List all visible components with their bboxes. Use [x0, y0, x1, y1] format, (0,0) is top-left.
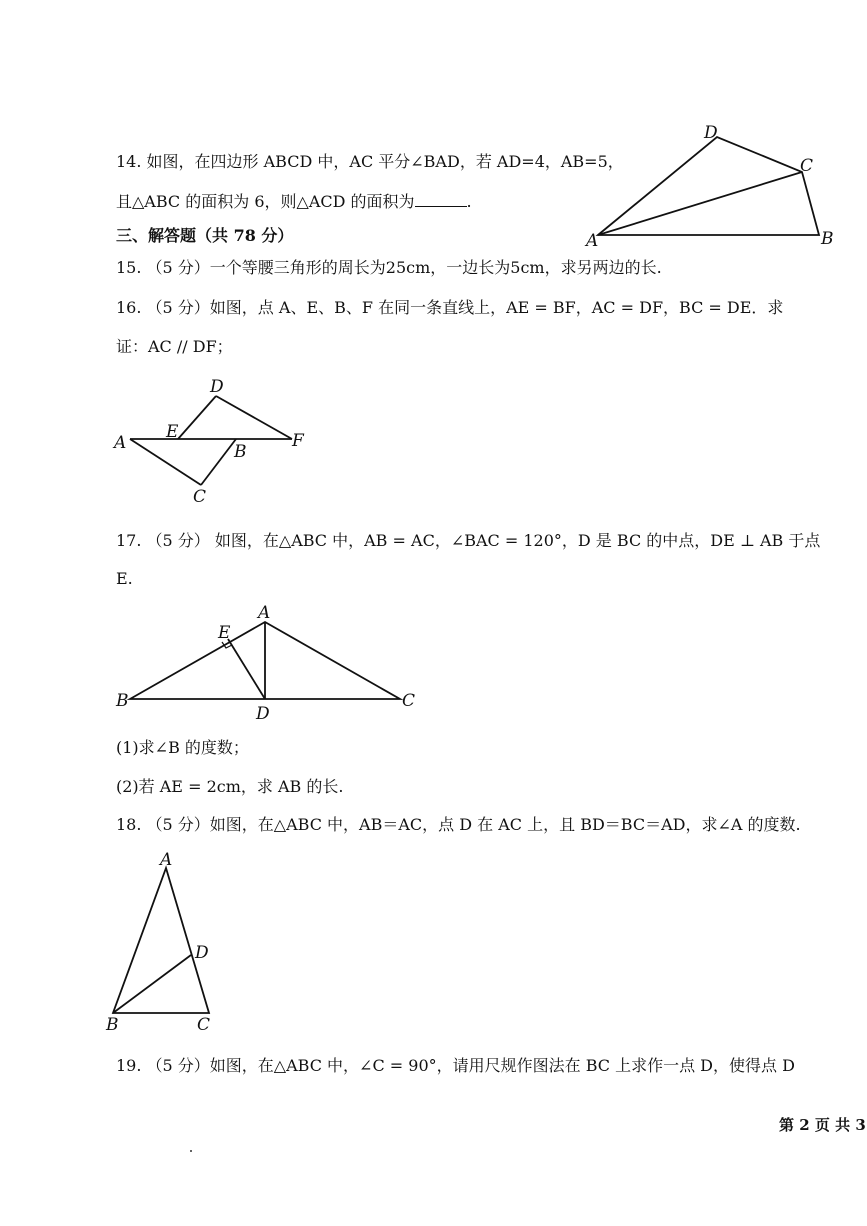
- q18-label-a: A: [160, 850, 173, 870]
- q16-label-c: C: [193, 487, 207, 507]
- q14-line2: [116, 192, 472, 212]
- page-number: 第 2 页 共 3: [779, 1116, 866, 1134]
- q14-line2-end: .: [466, 192, 472, 211]
- q17-label-b: B: [116, 691, 129, 711]
- q18-figure: [100, 848, 230, 1033]
- q16-figure: [110, 370, 320, 510]
- q16-segment-ac: [130, 439, 201, 485]
- q14-diagonal-ac: [598, 172, 802, 235]
- q16-line1: 16. （5 分）如图，点 A、E、B、F 在同一条直线上，AE = BF，AC = DF，BC = DE．求: [116, 298, 784, 317]
- q17-perpendicular-de: [228, 639, 265, 699]
- q18-label-b: B: [106, 1015, 119, 1035]
- q17-label-e: E: [218, 623, 231, 643]
- q17-label-c: C: [402, 691, 416, 711]
- q17-label-d: D: [256, 704, 270, 724]
- answer-blank: [415, 192, 467, 207]
- q16-segment-df: [216, 396, 292, 439]
- q14-label-a: A: [586, 231, 599, 251]
- q18-label-c: C: [197, 1015, 211, 1035]
- q16-segment-ed: [178, 396, 216, 439]
- q14-line2-text: 且△ABC 的面积为 6，则△ACD 的面积为: [116, 192, 415, 211]
- q16-line2: 证：AC // DF；: [116, 337, 233, 356]
- q16-segment-cb: [201, 439, 236, 485]
- q18-text: 18. （5 分）如图，在△ABC 中，AB＝AC，点 D 在 AC 上，且 BD＝BC＝AD，求∠A 的度数.: [116, 815, 801, 834]
- q14-label-c: C: [800, 156, 814, 176]
- q17-sub2: (2)若 AE = 2cm，求 AB 的长.: [116, 777, 344, 796]
- q17-label-a: A: [258, 603, 271, 623]
- q17-line1: 17. （5 分） 如图，在△ABC 中，AB = AC，∠BAC = 120°，D 是 BC 的中点，DE ⊥ AB 于点: [116, 531, 821, 550]
- q17-sub1: (1)求∠B 的度数；: [116, 738, 249, 757]
- scan-speck: [190, 1150, 192, 1152]
- section-title: 三、解答题（共 78 分）: [116, 226, 294, 245]
- q16-label-b: B: [234, 442, 247, 462]
- q14-quadrilateral: [598, 137, 819, 235]
- q16-label-a: A: [114, 433, 127, 453]
- q16-label-f: F: [292, 431, 304, 451]
- q18-triangle-abc: [113, 868, 209, 1013]
- q16-label-d: D: [210, 377, 224, 397]
- q14-label-d: D: [704, 123, 718, 143]
- q14-figure: [580, 120, 850, 250]
- q14-line1: 14. 如图，在四边形 ABCD 中，AC 平分∠BAD，若 AD=4，AB=5，: [116, 152, 624, 171]
- q17-figure: [110, 600, 420, 725]
- q17-line2: E.: [116, 569, 133, 588]
- q16-label-e: E: [166, 422, 179, 442]
- q14-label-b: B: [821, 229, 834, 249]
- q19-text: 19. （5 分）如图，在△ABC 中，∠C = 90°，请用尺规作图法在 BC 上求作一点 D，使得点 D: [116, 1056, 795, 1075]
- q18-segment-bd: [113, 955, 191, 1013]
- q18-label-d: D: [195, 943, 209, 963]
- q15-text: 15. （5 分）一个等腰三角形的周长为25cm，一边长为5cm，求另两边的长.: [116, 258, 662, 277]
